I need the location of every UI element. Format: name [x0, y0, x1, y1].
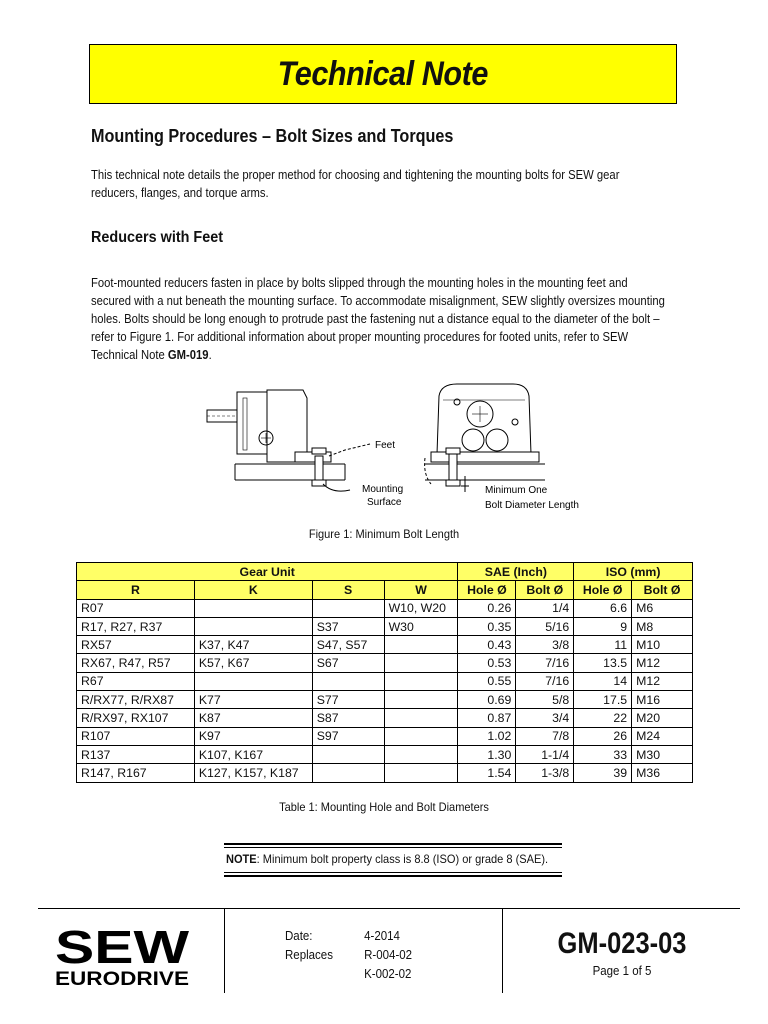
- bolt-front: [446, 448, 460, 486]
- feet-paragraph-text: Foot-mounted reducers fasten in place by bolts slipped through the mounting holes in the mounting feet and secured with a nut beneath the mounting surface. To accommodate misalignment, SEW slightly oversizes mounting holes. Bolts should be long enough to protrude past the fastening nut a distance equal to the diameter of the bolt – refer to Figure 1. For additional information about proper mounting procedures for footed units, refer to SEW Technical Note: [91, 276, 665, 362]
- label-feet: Feet: [375, 440, 396, 451]
- table-column-header-row: [77, 581, 693, 599]
- cell-k: K97: [194, 727, 312, 745]
- cell-w: [384, 709, 458, 727]
- cell-s: S87: [312, 709, 384, 727]
- table-row: [77, 691, 693, 709]
- cell-r: R147, R167: [77, 764, 195, 782]
- cell-iso-bolt: M16: [632, 691, 693, 709]
- cell-s: [312, 745, 384, 763]
- cell-w: [384, 745, 458, 763]
- cell-iso-hole: 14: [574, 672, 632, 690]
- note-text: : Minimum bolt property class is 8.8 (ISO) or grade 8 (SAE).: [256, 852, 549, 866]
- section-heading: Mounting Procedures – Bolt Sizes and Torques: [91, 126, 454, 146]
- note-label: NOTE: [226, 852, 257, 866]
- cell-iso-hole: 33: [574, 745, 632, 763]
- cell-r: R137: [77, 745, 195, 763]
- date-label: Date:: [285, 929, 313, 943]
- cell-k: [194, 672, 312, 690]
- cell-sae-hole: 1.30: [458, 745, 516, 763]
- cell-r: R107: [77, 727, 195, 745]
- cell-sae-bolt: 3/8: [516, 636, 574, 654]
- label-mounting: Mounting: [362, 484, 404, 495]
- cell-w: [384, 672, 458, 690]
- cell-sae-hole: 0.69: [458, 691, 516, 709]
- cell-iso-bolt: M36: [632, 764, 693, 782]
- group-header-gear-unit: Gear Unit: [77, 563, 458, 581]
- bolt-diameter-table: [76, 562, 693, 783]
- replaces-label: Replaces: [285, 948, 333, 962]
- cell-w: [384, 764, 458, 782]
- svg-text:EURODRIVE: EURODRIVE: [55, 969, 189, 989]
- housing-front: [437, 384, 531, 454]
- cell-s: S77: [312, 691, 384, 709]
- col-header-r: R: [77, 581, 195, 599]
- sew-eurodrive-logo: [52, 923, 192, 989]
- cell-iso-hole: 39: [574, 764, 632, 782]
- table-row: [77, 727, 693, 745]
- cell-s: S97: [312, 727, 384, 745]
- table-row: [77, 745, 693, 763]
- housing-side: [237, 392, 267, 454]
- table-row: [77, 617, 693, 635]
- table-group-header-row: [77, 563, 693, 581]
- cell-iso-hole: 22: [574, 709, 632, 727]
- cell-iso-hole: 9: [574, 617, 632, 635]
- cell-k: [194, 617, 312, 635]
- cell-r: RX57: [77, 636, 195, 654]
- figure-caption: Figure 1: Minimum Bolt Length: [308, 527, 460, 541]
- cell-s: S37: [312, 617, 384, 635]
- document-number: GM-023-03: [557, 927, 687, 960]
- table-row: [77, 709, 693, 727]
- cell-s: [312, 672, 384, 690]
- cell-k: K37, K47: [194, 636, 312, 654]
- cell-k: K77: [194, 691, 312, 709]
- feet-paragraph-end: .: [208, 348, 212, 362]
- group-header-sae: SAE (Inch): [458, 563, 574, 581]
- cell-w: W10, W20: [384, 599, 458, 617]
- cell-iso-bolt: M20: [632, 709, 693, 727]
- technical-note-reference[interactable]: GM-019: [167, 348, 209, 362]
- cell-sae-hole: 1.54: [458, 764, 516, 782]
- cell-r: R/RX97, RX107: [77, 709, 195, 727]
- cell-r: R07: [77, 599, 195, 617]
- cell-s: S47, S57: [312, 636, 384, 654]
- cell-w: W30: [384, 617, 458, 635]
- cell-k: [194, 599, 312, 617]
- cell-sae-hole: 0.26: [458, 599, 516, 617]
- cell-k: K87: [194, 709, 312, 727]
- cell-r: R/RX77, R/RX87: [77, 691, 195, 709]
- feet-paragraph: [91, 274, 667, 364]
- page-number: Page 1 of 5: [592, 964, 652, 978]
- cell-iso-hole: 6.6: [574, 599, 632, 617]
- cell-s: [312, 599, 384, 617]
- col-header-k: K: [194, 581, 312, 599]
- col-header-sae-hole: Hole Ø: [458, 581, 516, 599]
- label-min-1: Minimum One: [485, 485, 548, 496]
- cell-sae-hole: 1.02: [458, 727, 516, 745]
- cell-iso-bolt: M30: [632, 745, 693, 763]
- cell-k: K107, K167: [194, 745, 312, 763]
- cell-sae-hole: 0.43: [458, 636, 516, 654]
- cell-iso-hole: 26: [574, 727, 632, 745]
- figure-mounting-diagram: [195, 380, 615, 520]
- col-header-sae-bolt: Bolt Ø: [516, 581, 574, 599]
- note-box: [224, 843, 562, 877]
- cell-sae-bolt: 5/16: [516, 617, 574, 635]
- col-header-w: W: [384, 581, 458, 599]
- cell-iso-bolt: M8: [632, 617, 693, 635]
- replaces-value-1: R-004-02: [364, 948, 413, 962]
- table-row: [77, 764, 693, 782]
- cell-w: [384, 727, 458, 745]
- document-meta: [285, 927, 412, 984]
- cell-sae-hole: 0.55: [458, 672, 516, 690]
- cell-sae-bolt: 3/4: [516, 709, 574, 727]
- col-header-iso-bolt: Bolt Ø: [632, 581, 693, 599]
- title-banner: [89, 44, 677, 104]
- svg-text:SEW: SEW: [55, 923, 190, 973]
- cell-r: R17, R27, R37: [77, 617, 195, 635]
- cell-iso-bolt: M24: [632, 727, 693, 745]
- cell-s: [312, 764, 384, 782]
- group-header-iso: ISO (mm): [574, 563, 693, 581]
- table-row: [77, 636, 693, 654]
- cell-iso-bolt: M12: [632, 654, 693, 672]
- cell-s: S67: [312, 654, 384, 672]
- cell-w: [384, 691, 458, 709]
- cell-iso-hole: 11: [574, 636, 632, 654]
- intro-paragraph: This technical note details the proper method for choosing and tightening the mounting bolts for SEW gear reducers, flanges, and torque arms.: [91, 168, 620, 200]
- bolt-side: [312, 448, 326, 486]
- cell-sae-hole: 0.87: [458, 709, 516, 727]
- cell-w: [384, 654, 458, 672]
- cell-iso-hole: 13.5: [574, 654, 632, 672]
- cell-sae-hole: 0.35: [458, 617, 516, 635]
- cell-k: K57, K67: [194, 654, 312, 672]
- subsection-heading: Reducers with Feet: [91, 229, 224, 246]
- replaces-value-2: K-002-02: [364, 967, 412, 981]
- document-title: Technical Note: [277, 54, 489, 93]
- cell-sae-hole: 0.53: [458, 654, 516, 672]
- cell-sae-bolt: 1-3/8: [516, 764, 574, 782]
- date-value: 4-2014: [364, 929, 400, 943]
- table-row: [77, 654, 693, 672]
- cell-sae-bolt: 1/4: [516, 599, 574, 617]
- table-row: [77, 672, 693, 690]
- cell-iso-bolt: M6: [632, 599, 693, 617]
- label-min-2: Bolt Diameter Length: [485, 500, 579, 511]
- footer: [38, 908, 740, 992]
- cell-r: R67: [77, 672, 195, 690]
- col-header-s: S: [312, 581, 384, 599]
- cell-sae-bolt: 7/16: [516, 672, 574, 690]
- cell-r: RX67, R47, R57: [77, 654, 195, 672]
- cell-w: [384, 636, 458, 654]
- cell-sae-bolt: 5/8: [516, 691, 574, 709]
- cell-sae-bolt: 1-1/4: [516, 745, 574, 763]
- cell-iso-bolt: M10: [632, 636, 693, 654]
- cell-k: K127, K157, K187: [194, 764, 312, 782]
- table-row: [77, 599, 693, 617]
- col-header-iso-hole: Hole Ø: [574, 581, 632, 599]
- label-surface: Surface: [367, 497, 402, 508]
- cell-iso-bolt: M12: [632, 672, 693, 690]
- cell-iso-hole: 17.5: [574, 691, 632, 709]
- cell-sae-bolt: 7/16: [516, 654, 574, 672]
- table-caption: Table 1: Mounting Hole and Bolt Diameters: [279, 800, 489, 814]
- cell-sae-bolt: 7/8: [516, 727, 574, 745]
